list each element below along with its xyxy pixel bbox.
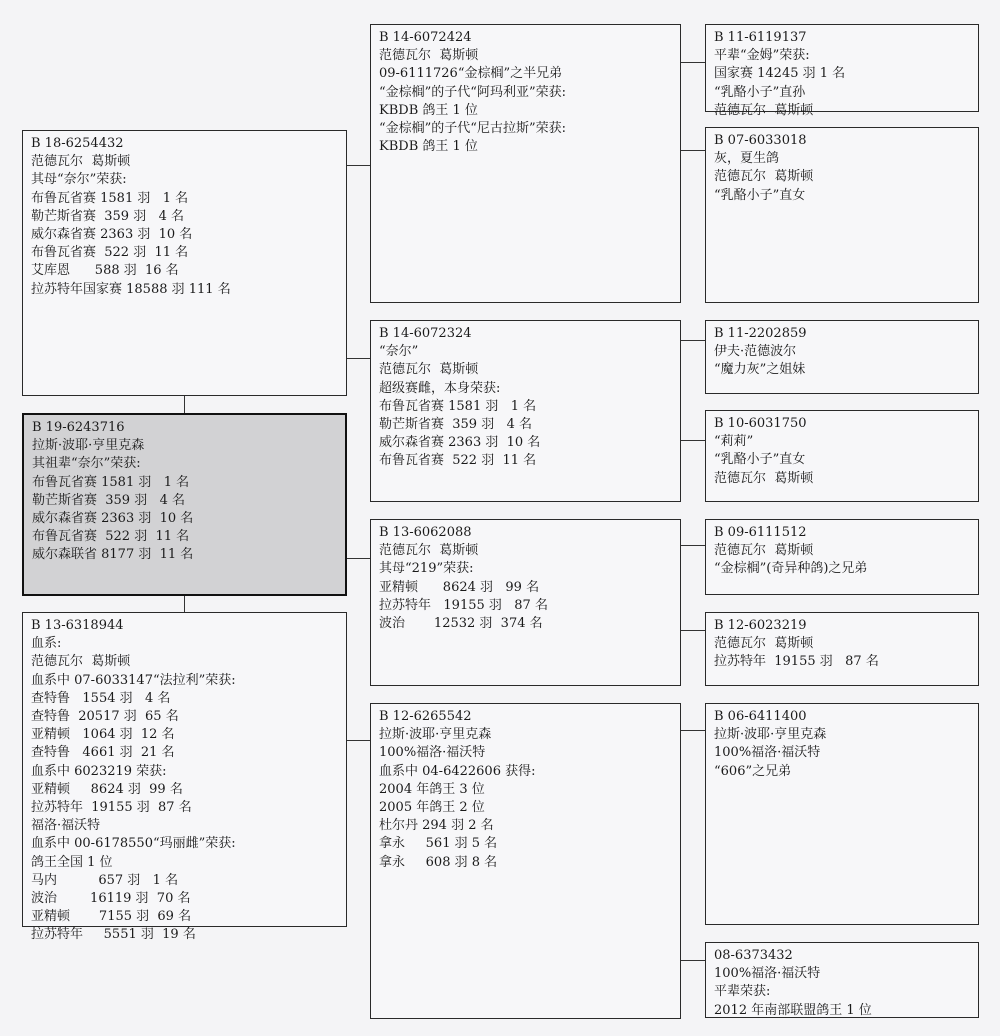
ring-number: B 11-6119137 [714, 30, 807, 45]
card-line: 血系中 07-6033147“法拉利”荣获: [31, 672, 236, 688]
card-line: 查特鲁 4661 羽 21 名 [31, 745, 175, 761]
card-line: 亚精顿 8624 羽 99 名 [31, 781, 183, 797]
card-line: “606”之兄弟 [714, 763, 792, 779]
dam-sire-card [370, 519, 681, 686]
connector-sire-dam-right [347, 358, 370, 359]
great-grandparent-2-card [705, 127, 979, 303]
sire-dam-card [370, 320, 681, 502]
sire-sire-card [370, 24, 681, 303]
card-line: KBDB 鸽王 1 位 [379, 139, 478, 155]
connector-g4 [681, 440, 705, 441]
card-line: 其母“219”荣获: [379, 561, 474, 577]
card-line: 威尔森省赛 2363 羽 10 名 [379, 435, 541, 451]
card-line: 波治 12532 羽 374 名 [379, 616, 543, 632]
card-line: 亚精顿 1064 羽 12 名 [31, 727, 175, 743]
connector-sire-right [347, 165, 370, 166]
card-line: KBDB 鸽王 1 位 [379, 102, 478, 118]
card-line: 100%福洛·福沃特 [714, 966, 821, 982]
card-line: 布鲁瓦省赛 522 羽 11 名 [32, 529, 190, 545]
card-line: “金棕榈”的子代“阿玛利亚”荣获: [379, 84, 566, 100]
ring-number: B 12-6265542 [379, 709, 472, 724]
card-line: 血系中 6023219 荣获: [31, 763, 167, 779]
card-line: 伊夫·范德波尔 [714, 344, 797, 360]
card-line: 波治 16119 羽 70 名 [31, 891, 191, 907]
card-line: “魔力灰”之姐妹 [714, 362, 806, 378]
card-line: “乳酪小子”直女 [714, 187, 806, 203]
card-line: 拿永 608 羽 8 名 [379, 854, 498, 870]
ring-number: B 09-6111512 [714, 525, 807, 540]
card-line: 亚精顿 7155 羽 69 名 [31, 909, 192, 925]
ring-number: B 10-6031750 [714, 416, 807, 431]
card-line: 范德瓦尔 葛斯顿 [31, 154, 131, 170]
card-line: 布鲁瓦省赛 1581 羽 1 名 [32, 474, 190, 490]
ring-number: B 14-6072424 [379, 30, 472, 45]
connector-dam-dam-right [347, 740, 370, 741]
great-grandparent-6-card [705, 612, 979, 686]
ring-number: B 14-6072324 [379, 326, 472, 341]
card-line: 09-6111726“金棕榈”之半兄弟 [379, 66, 563, 82]
card-line: “金棕榈”的子代“尼古拉斯”荣获: [379, 121, 566, 137]
great-grandparent-1-card [705, 24, 979, 118]
card-line: 布鲁瓦省赛 522 羽 11 名 [379, 453, 537, 469]
connector-g8 [681, 960, 705, 961]
card-line: 拉斯·波耶·亨里克森 [714, 727, 827, 743]
ring-number: B 13-6062088 [379, 525, 472, 540]
card-line: 杜尔丹 294 羽 2 名 [379, 818, 494, 834]
great-grandparent-7-card [705, 703, 979, 925]
card-line: 马内 657 羽 1 名 [31, 872, 179, 888]
card-line: 范德瓦尔 葛斯顿 [714, 470, 814, 486]
card-line: 布鲁瓦省赛 1581 羽 1 名 [379, 398, 537, 414]
dam-card [22, 612, 347, 943]
connector-g1 [681, 62, 705, 63]
card-line: 范德瓦尔 葛斯顿 [379, 543, 479, 559]
card-line: 布鲁瓦省赛 522 羽 11 名 [31, 245, 189, 261]
ring-number: B 18-6254432 [31, 136, 124, 151]
card-line: “乳酪小子”直孙 [714, 84, 806, 100]
card-line: 亚精顿 8624 羽 99 名 [379, 579, 540, 595]
ring-number: B 12-6023219 [714, 618, 807, 633]
connector-subject-sire [184, 396, 185, 413]
card-line: 拿永 561 羽 5 名 [379, 836, 498, 852]
dam-dam-card [370, 703, 681, 1019]
card-line: 血系中 00-6178550“玛丽雌”荣获: [31, 836, 236, 852]
card-line: 拉苏特年 19155 羽 87 名 [379, 597, 548, 613]
card-line: 勒芒斯省赛 359 羽 4 名 [379, 417, 533, 433]
connector-g3 [681, 340, 705, 341]
card-line: 平辈荣获: [714, 984, 771, 1000]
card-line: 威尔森省赛 2363 羽 10 名 [31, 227, 193, 243]
card-line: 范德瓦尔 葛斯顿 [31, 654, 131, 670]
card-line: 其祖辈“奈尔”荣获: [32, 456, 141, 472]
card-line: 鸽王全国 1 位 [31, 854, 113, 870]
card-line: 超级赛雌，本身荣获: [379, 380, 501, 396]
card-line: 拉斯·波耶·亨里克森 [32, 438, 145, 454]
card-line: 艾库恩 588 羽 16 名 [31, 263, 179, 279]
card-line: 血系中 04-6422606 获得: [379, 763, 536, 779]
card-line: 100%福洛·福沃特 [379, 745, 486, 761]
ring-number: 08-6373432 [714, 948, 793, 963]
connector-g5 [681, 545, 705, 546]
card-line: 威尔森联省 8177 羽 11 名 [32, 547, 194, 563]
card-line: “莉莉” [714, 434, 754, 450]
card-line: 灰，夏生鸽 [714, 151, 780, 167]
card-line: 布鲁瓦省赛 1581 羽 1 名 [31, 190, 189, 206]
connector-g7 [681, 730, 705, 731]
great-grandparent-8-card [705, 942, 979, 1018]
card-line: 范德瓦尔 葛斯顿 [714, 636, 814, 652]
great-grandparent-5-card [705, 519, 979, 595]
card-line: “金棕榈”(奇异种鸽)之兄弟 [714, 561, 868, 577]
card-line: 拉苏特年国家赛 18588 羽 111 名 [31, 281, 231, 297]
card-line: 威尔森省赛 2363 羽 10 名 [32, 511, 194, 527]
connector-g6 [681, 630, 705, 631]
connector-g2 [681, 150, 705, 151]
card-line: 查特鲁 1554 羽 4 名 [31, 690, 171, 706]
sire-card [22, 130, 347, 396]
card-line: 范德瓦尔 葛斯顿 [714, 169, 814, 185]
great-grandparent-3-card [705, 320, 979, 394]
card-line: 血系: [31, 636, 62, 652]
card-line: 范德瓦尔 葛斯顿 [714, 543, 814, 559]
card-line: 2004 年鸽王 3 位 [379, 781, 485, 797]
card-line: 拉苏特年 19155 羽 87 名 [714, 654, 879, 670]
ring-number: B 11-2202859 [714, 326, 807, 341]
card-line: “乳酪小子”直女 [714, 452, 806, 468]
card-line: “奈尔” [379, 344, 419, 360]
ring-number: B 19-6243716 [32, 420, 125, 435]
card-line: 范德瓦尔 葛斯顿 [379, 362, 479, 378]
card-line: 范德瓦尔 葛斯顿 [379, 48, 479, 64]
connector-subject-dam [184, 596, 185, 612]
card-line: 勒芒斯省赛 359 羽 4 名 [31, 208, 185, 224]
card-line: 拉苏特年 19155 羽 87 名 [31, 800, 192, 816]
ring-number: B 13-6318944 [31, 618, 124, 633]
card-line: 100%福洛·福沃特 [714, 745, 821, 761]
ring-number: B 07-6033018 [714, 133, 807, 148]
card-line: 2012 年南部联盟鸽王 1 位 [714, 1002, 872, 1018]
card-line: 2005 年鸽王 2 位 [379, 800, 485, 816]
card-line: 范德瓦尔 葛斯顿 [714, 102, 814, 118]
card-line: 勒芒斯省赛 359 羽 4 名 [32, 492, 186, 508]
card-line: 查特鲁 20517 羽 65 名 [31, 709, 179, 725]
card-line: 拉苏特年 5551 羽 19 名 [31, 927, 196, 943]
card-line: 国家赛 14245 羽 1 名 [714, 66, 846, 82]
card-line: 其母“奈尔”荣获: [31, 172, 127, 188]
subject-card [22, 413, 347, 596]
great-grandparent-4-card [705, 410, 979, 502]
connector-dam-sire-right [347, 558, 370, 559]
card-line: 福洛·福沃特 [31, 818, 101, 834]
ring-number: B 06-6411400 [714, 709, 807, 724]
card-line: 平辈“金姆”荣获: [714, 48, 810, 64]
card-line: 拉斯·波耶·亨里克森 [379, 727, 492, 743]
